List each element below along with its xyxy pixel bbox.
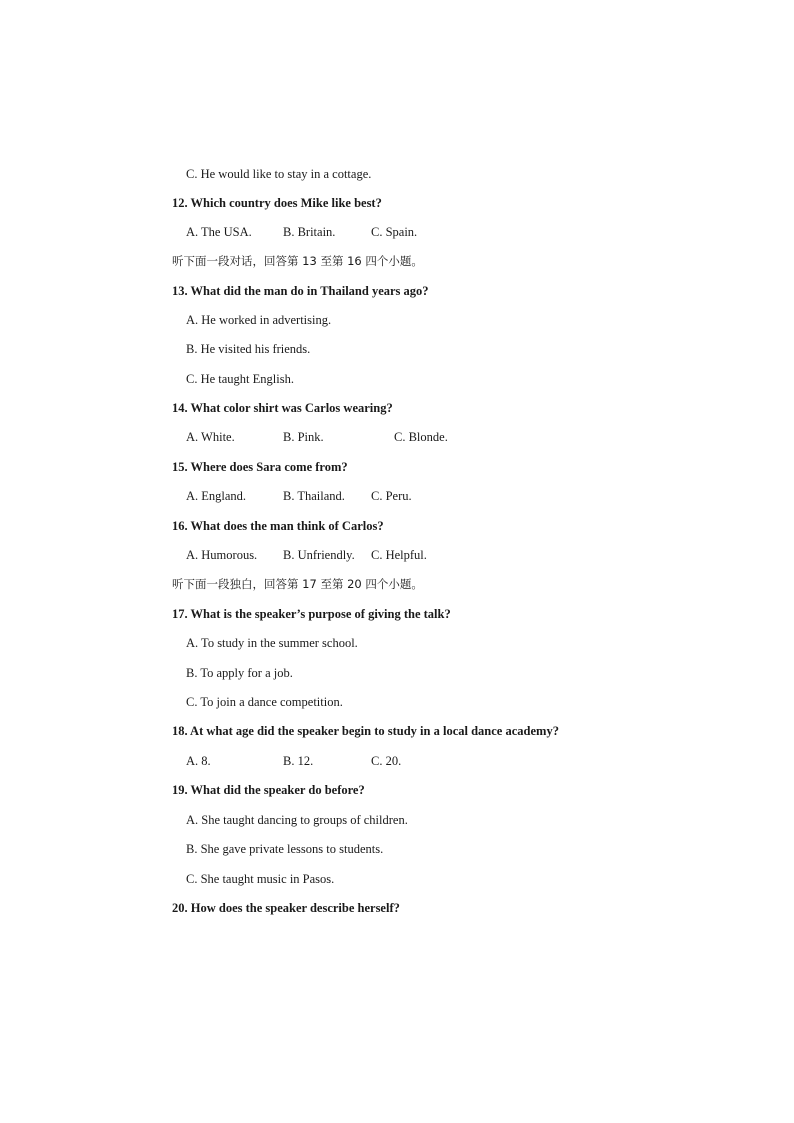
q17-option-c: C. To join a dance competition. <box>186 695 343 709</box>
question-20: 20. How does the speaker describe herself? <box>172 901 400 915</box>
question-13: 13. What did the man do in Thailand years ago? <box>172 284 429 298</box>
q12-option-c: C. Spain. <box>371 225 418 239</box>
q16-option-a: A. Humorous. <box>186 548 258 562</box>
q12-option-a: A. The USA. <box>186 225 252 239</box>
q16-option-c: C. Helpful. <box>371 548 427 562</box>
q16-option-b: B. Unfriendly. <box>283 548 355 562</box>
question-18: 18. At what age did the speaker begin to study in a local dance academy? <box>172 724 559 738</box>
q14-option-c: C. Blonde. <box>394 430 448 444</box>
q13-option-b: B. He visited his friends. <box>186 342 311 356</box>
q15-option-a: A. England. <box>186 489 247 503</box>
q18-option-c: C. 20. <box>371 754 402 768</box>
q14-option-b: B. Pink. <box>283 430 324 444</box>
question-17: 17. What is the speaker’s purpose of giving the talk? <box>172 607 451 621</box>
instruction-17-20: 听下面一段独白，回答第 17 至第 20 四个小题。 <box>172 577 423 591</box>
q19-option-a: A. She taught dancing to groups of children. <box>186 813 408 827</box>
q17-option-b: B. To apply for a job. <box>186 666 293 680</box>
q19-option-b: B. She gave private lessons to students. <box>186 842 384 856</box>
q13-option-c: C. He taught English. <box>186 372 294 386</box>
q12-option-b: B. Britain. <box>283 225 336 239</box>
question-14: 14. What color shirt was Carlos wearing? <box>172 401 393 415</box>
q18-option-a: A. 8. <box>186 754 211 768</box>
question-16: 16. What does the man think of Carlos? <box>172 519 384 533</box>
q18-option-b: B. 12. <box>283 754 314 768</box>
question-19: 19. What did the speaker do before? <box>172 783 365 797</box>
q17-option-a: A. To study in the summer school. <box>186 636 358 650</box>
q13-option-a: A. He worked in advertising. <box>186 313 332 327</box>
q11-option-c: C. He would like to stay in a cottage. <box>186 167 372 181</box>
instruction-13-16: 听下面一段对话，回答第 13 至第 16 四个小题。 <box>172 254 423 268</box>
q15-option-c: C. Peru. <box>371 489 412 503</box>
question-15: 15. Where does Sara come from? <box>172 460 348 474</box>
q19-option-c: C. She taught music in Pasos. <box>186 872 335 886</box>
question-12: 12. Which country does Mike like best? <box>172 196 382 210</box>
q14-option-a: A. White. <box>186 430 235 444</box>
q15-option-b: B. Thailand. <box>283 489 345 503</box>
